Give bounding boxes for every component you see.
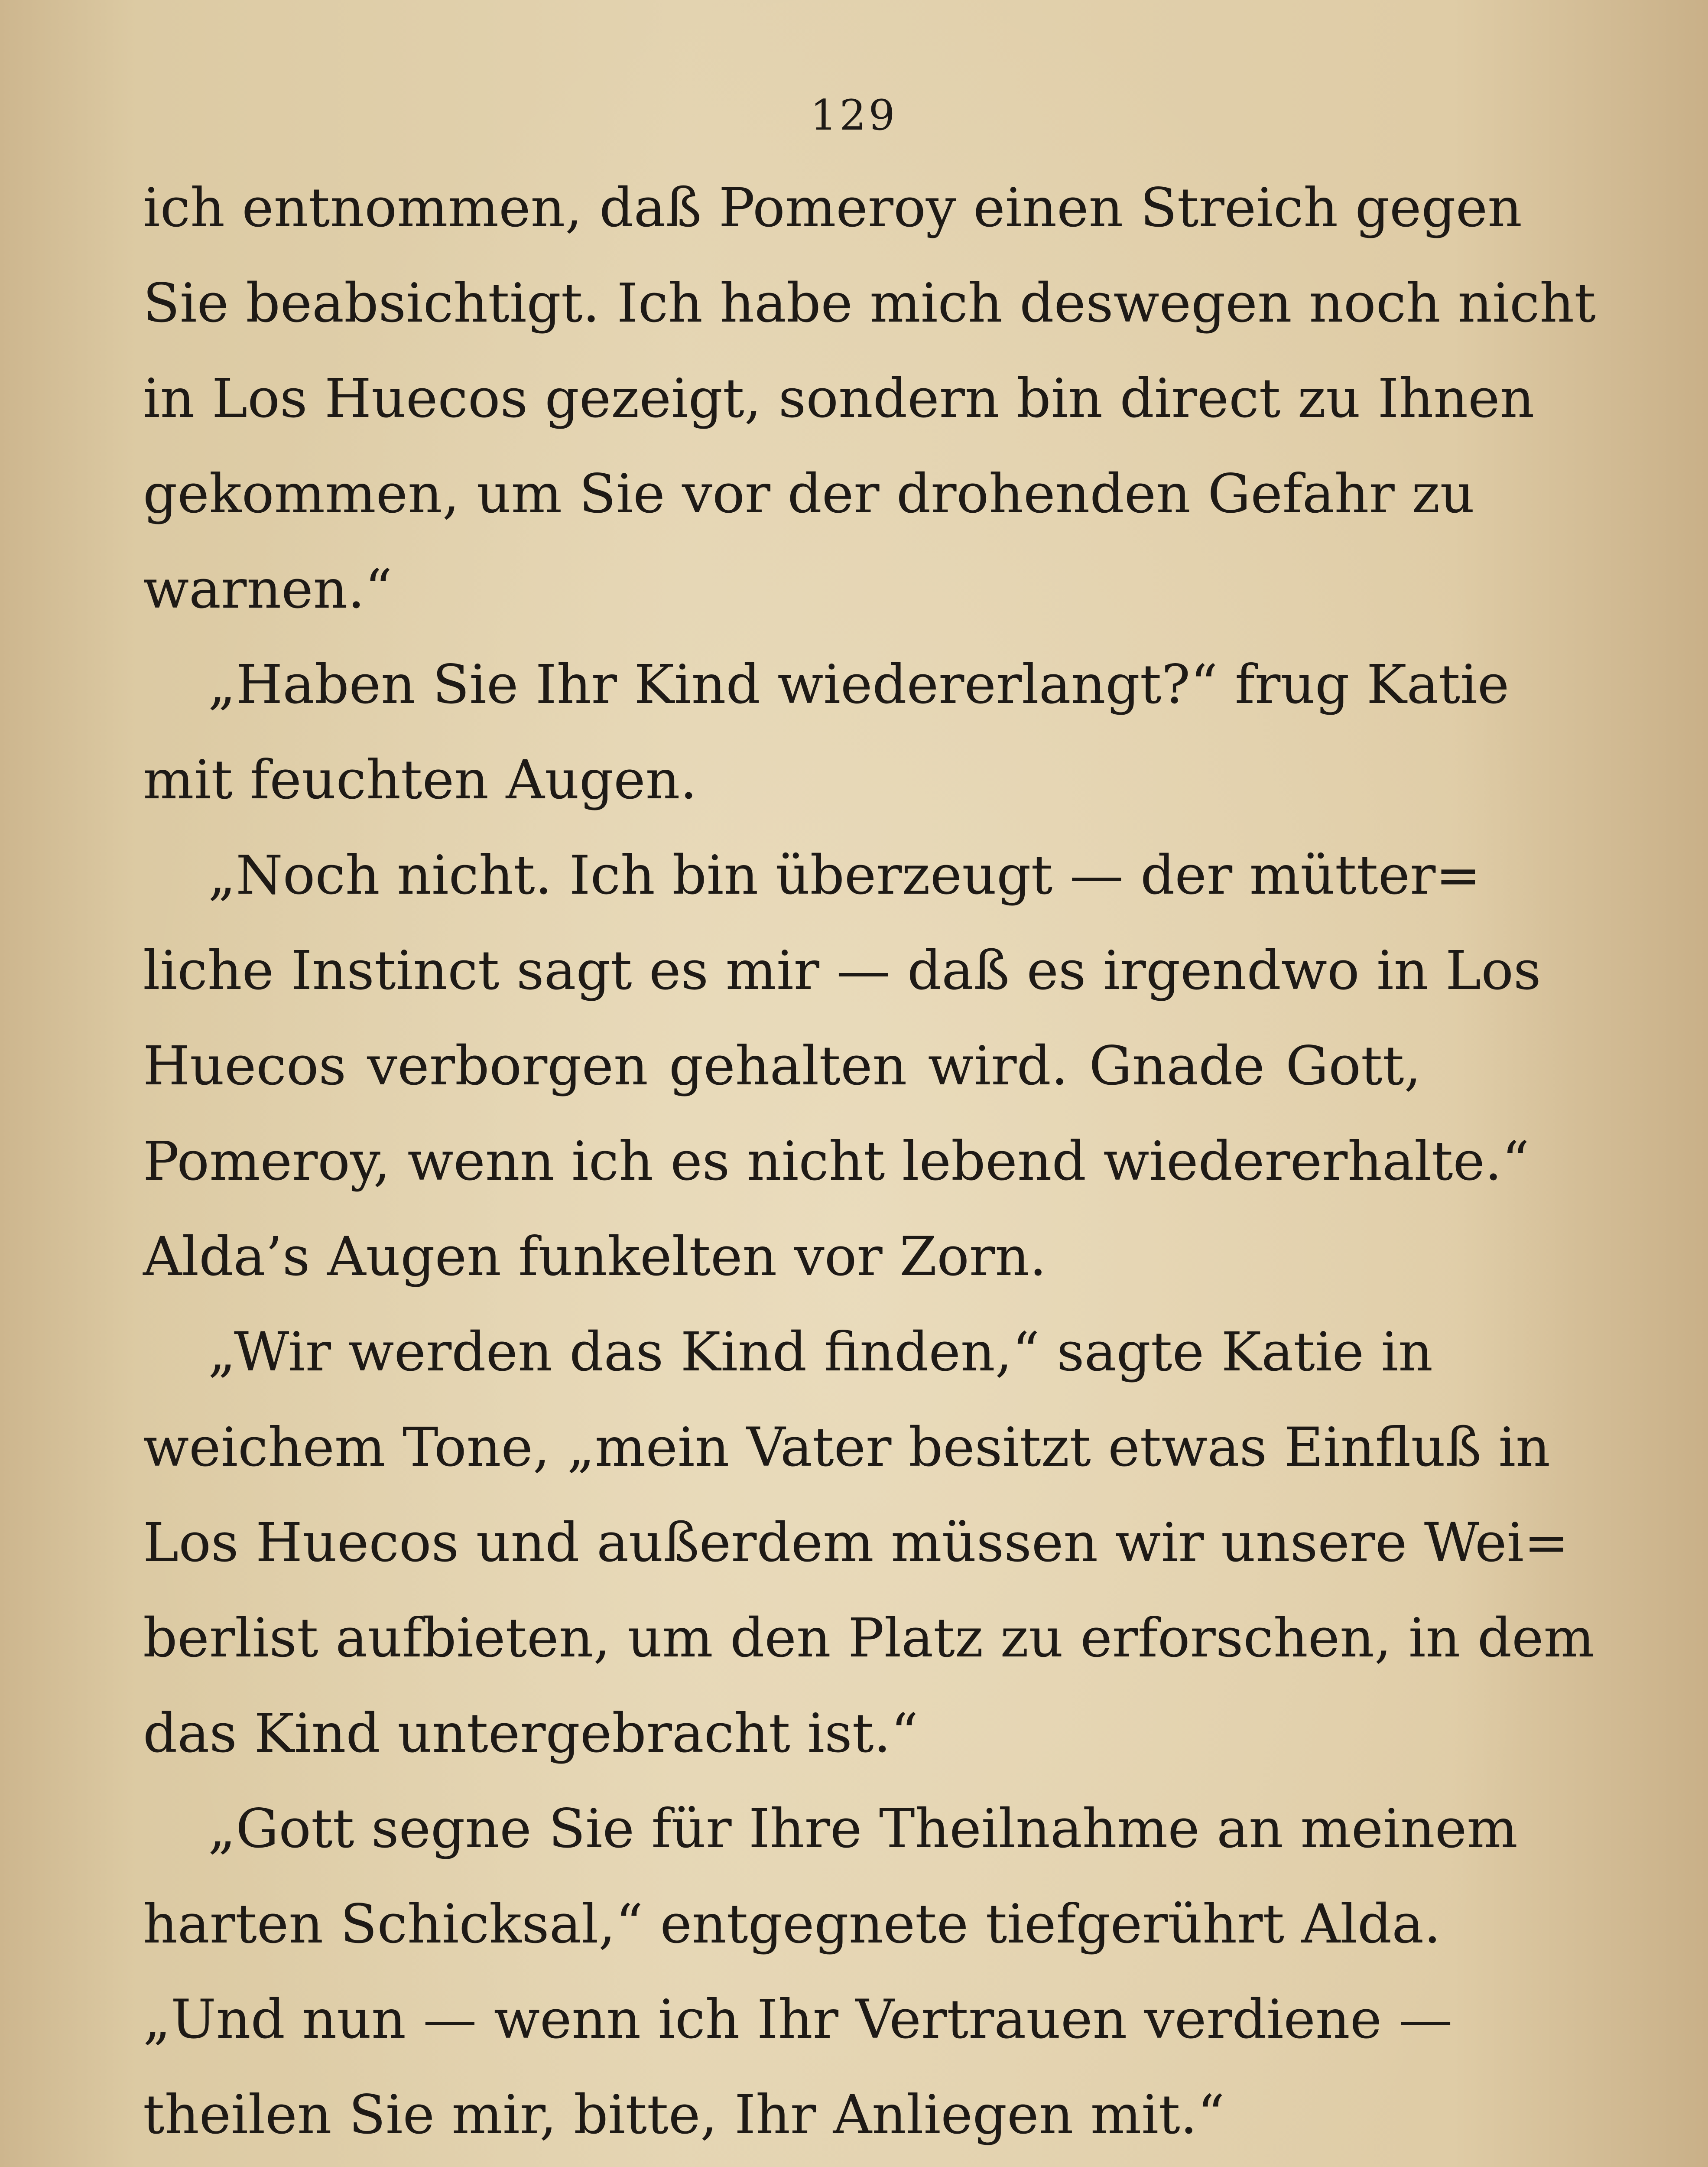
- text-line: Los Huecos und außerdem müssen wir unsere Wei=: [143, 1512, 1569, 1574]
- text-line: berlist aufbieten, um den Platz zu erforschen, in dem: [143, 1607, 1595, 1669]
- page-number: 129: [810, 91, 898, 140]
- text-line: mit feuchten Augen.: [143, 749, 697, 811]
- text-line: theilen Sie mir, bitte, Ihr Anliegen mit.“: [143, 2084, 1225, 2146]
- text-line: gekommen, um Sie vor der drohenden Gefahr zu: [143, 463, 1475, 525]
- text-line: „Haben Sie Ihr Kind wiedererlangt?“ frug Katie: [208, 654, 1510, 716]
- text-line: Alda’s Augen funkelten vor Zorn.: [143, 1226, 1047, 1288]
- text-line: „Noch nicht. Ich bin überzeugt — der mütter=: [208, 844, 1481, 907]
- text-line: „Gott segne Sie für Ihre Theilnahme an meinem: [208, 1798, 1518, 1860]
- text-line: liche Instinct sagt es mir — daß es irgendwo in Los: [143, 940, 1541, 1002]
- text-line: Sie beabsichtigt. Ich habe mich deswegen noch nicht: [143, 272, 1596, 335]
- body-text: [143, 160, 1596, 2167]
- text-line: warnen.“: [143, 558, 393, 621]
- text-line: harten Schicksal,“ entgegnete tiefgerührt Alda.: [143, 1893, 1441, 1956]
- text-line: in Los Huecos gezeigt, sondern bin direct zu Ihnen: [143, 368, 1535, 430]
- text-line: „Wir werden das Kind finden,“ sagte Katie in: [208, 1321, 1433, 1383]
- text-line: das Kind untergebracht ist.“: [143, 1702, 919, 1765]
- text-line: Huecos verborgen gehalten wird. Gnade Gott,: [143, 1035, 1421, 1097]
- text-line: [143, 2163, 1421, 2167]
- text-line: ich entnommen, daß Pomeroy einen Streich gegen: [143, 177, 1522, 239]
- text-line: weichem Tone, „mein Vater besitzt etwas Einfluß in: [143, 1416, 1550, 1479]
- text-line: Pomeroy, wenn ich es nicht lebend wiedererhalte.“: [143, 1130, 1529, 1193]
- text-line: „Und nun — wenn ich Ihr Vertrauen verdiene —: [143, 1988, 1453, 2051]
